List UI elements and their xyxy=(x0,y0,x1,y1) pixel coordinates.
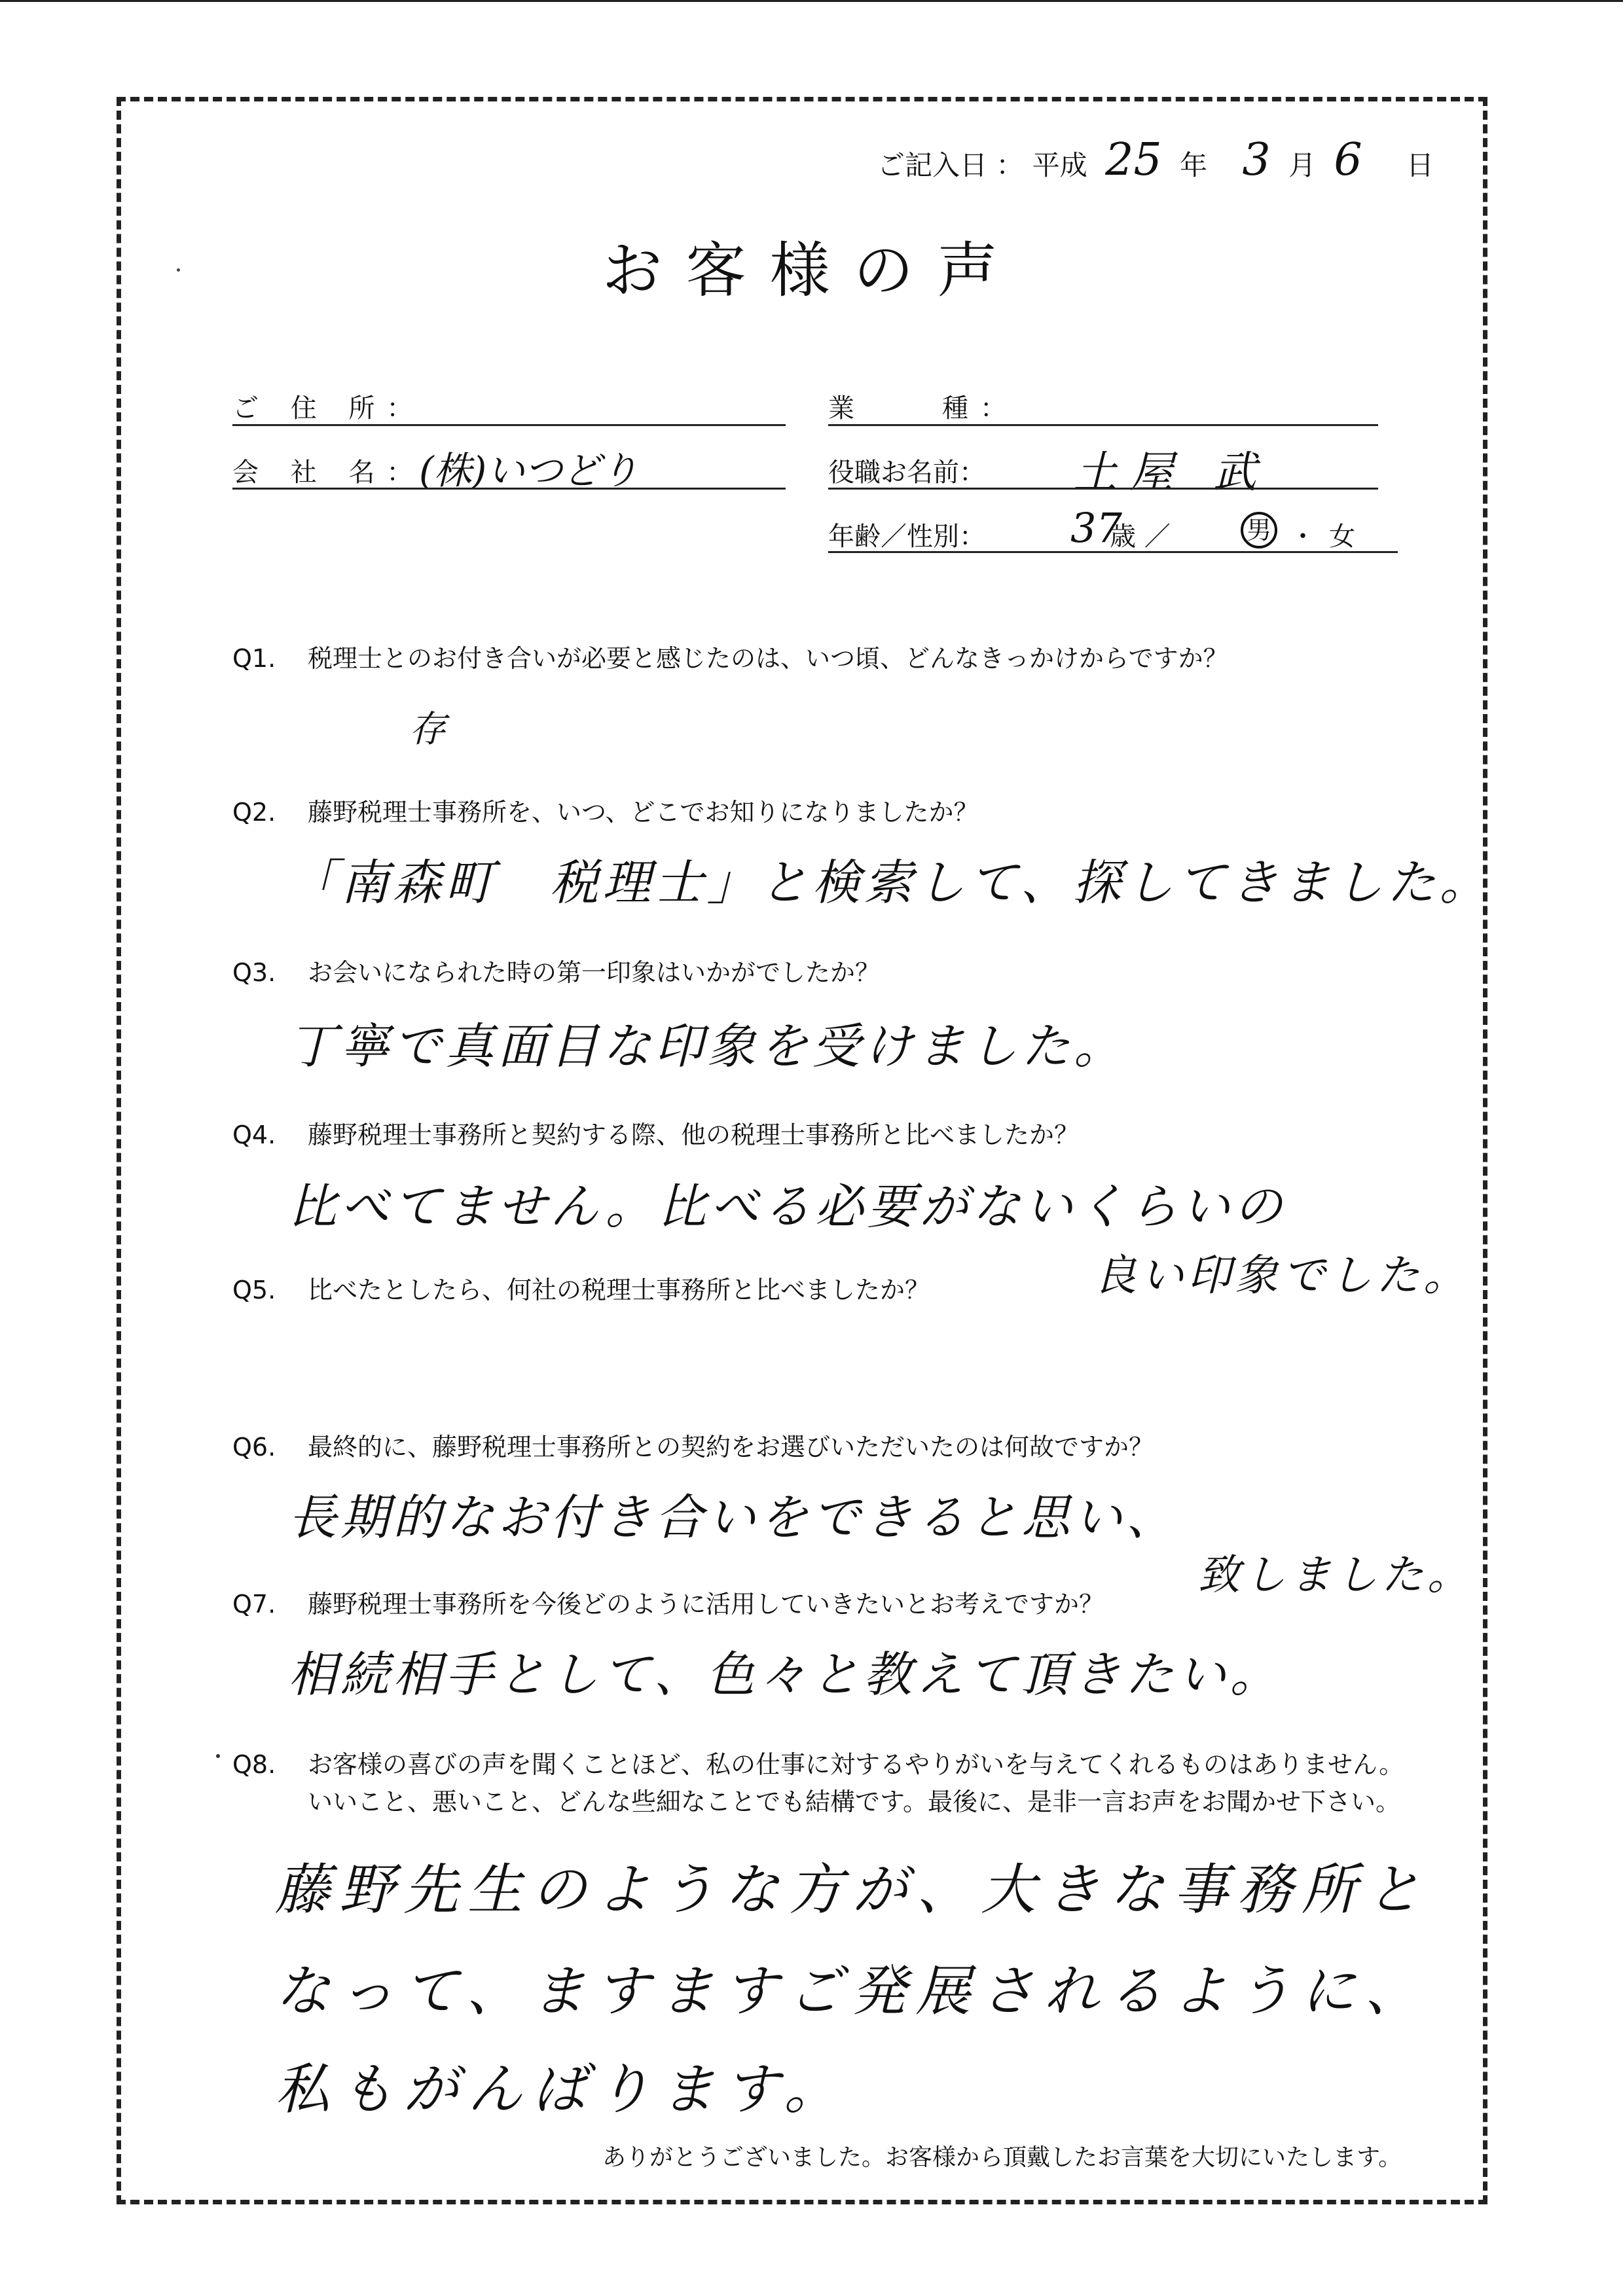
stray-mark xyxy=(216,1754,220,1758)
answer-4: 比べてません。比べる必要がないくらいの xyxy=(288,1179,1286,1235)
question-1: Q1. 税理士とのお付き合いが必要と感じたのは、いつ頃、どんなきっかけからですか？ xyxy=(232,644,1228,673)
age-value: 37 xyxy=(1070,504,1122,552)
age-gender-line xyxy=(828,551,1398,553)
address-line xyxy=(232,424,786,426)
question-5: Q5. 比べたとしたら、何社の税理士事務所と比べましたか？ xyxy=(232,1276,930,1304)
answer-5: 良い印象でした。 xyxy=(1093,1250,1470,1300)
company-line xyxy=(232,488,786,490)
age-unit: 歳 ／ xyxy=(1110,522,1171,552)
name-value: 土屋 武 xyxy=(1074,447,1269,497)
question-8-line-2: いいこと、悪いこと、どんな些細なことでも結構です。最後に、是非一言お声をお聞かせ下さい。 xyxy=(308,1787,1400,1816)
name-label: 役職お名前： xyxy=(828,457,985,488)
answer-7: 相続相手として、色々と教えて頂きたい。 xyxy=(288,1647,1283,1703)
gender-male-circled: 男 xyxy=(1241,512,1277,548)
date-year: 25 xyxy=(1105,134,1162,186)
date-year-unit: 年 xyxy=(1179,149,1207,181)
date-label: ご記入日 ： 平成 xyxy=(877,149,1087,181)
industry-line xyxy=(828,424,1378,426)
answer-8-line-3: 私もがんばります。 xyxy=(275,2057,848,2121)
gender-female: 女 xyxy=(1329,522,1355,552)
question-8: Q8. お客様の喜びの声を聞くことほど、私の仕事に対するやりがいを与えてくれるものはありません。 xyxy=(232,1750,1404,1779)
age-gender-label: 年齢／性別： xyxy=(828,522,985,552)
top-scan-rule xyxy=(0,0,1623,6)
thank-you-footer: ありがとうございました。お客様から頂戴したお言葉を大切にいたします。 xyxy=(602,2144,1402,2171)
entry-date xyxy=(877,134,1434,186)
gender-separator: ・ xyxy=(1290,522,1316,552)
question-7: Q7. 藤野税理士事務所を今後どのように活用していきたいとお考えですか？ xyxy=(232,1590,1104,1619)
date-day: 6 xyxy=(1334,134,1362,186)
answer-2: 「南森町 税理士」と検索して、探してきました。 xyxy=(288,855,1492,911)
address-label: ご 住 所： xyxy=(232,393,425,423)
question-2: Q2. 藤野税理士事務所を、いつ、どこでお知りになりましたか？ xyxy=(232,798,979,827)
question-6: Q6. 最終的に、藤野税理士事務所との契約をお選びいただいたのは何故ですか？ xyxy=(232,1433,1154,1462)
answer-6: 長期的なお付き合いをできると思い、 xyxy=(288,1490,1178,1546)
date-month: 3 xyxy=(1242,134,1271,186)
question-3: Q3. お会いになられた時の第一印象はいかがでしたか？ xyxy=(232,958,881,987)
question-4: Q4. 藤野税理士事務所と契約する際、他の税理士事務所と比べましたか？ xyxy=(232,1121,1080,1149)
answer-3: 丁寧で真面目な印象を受けました。 xyxy=(288,1018,1126,1075)
answer-8-line-2: なって、ますますご発展されるように、 xyxy=(275,1959,1429,2023)
date-day-unit: 日 xyxy=(1406,149,1434,181)
date-month-unit: 月 xyxy=(1288,149,1316,181)
page-title: お客様の声 xyxy=(602,236,1021,306)
company-label: 会 社 名： xyxy=(232,457,425,488)
company-value: (株)いつどり xyxy=(419,448,639,493)
name-line xyxy=(828,488,1378,490)
answer-6-continued: 致しました。 xyxy=(1198,1551,1473,1600)
answer-1: 存 xyxy=(409,708,450,751)
industry-label: 業 種： xyxy=(828,393,1018,423)
answer-8-line-1: 藤野先生のような方が、大きな事務所と xyxy=(275,1857,1431,1922)
